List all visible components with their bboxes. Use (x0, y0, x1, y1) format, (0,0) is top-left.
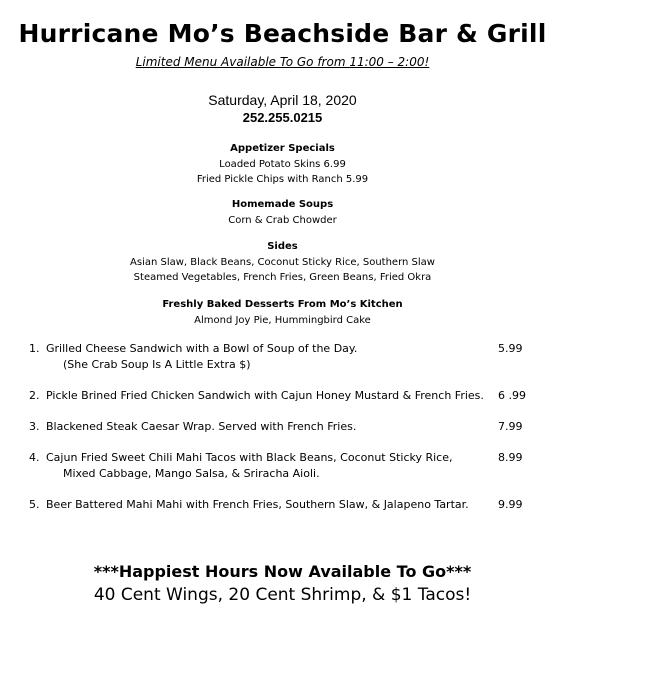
menu-item-number: 5. (29, 498, 40, 511)
menu-date: Saturday, April 18, 2020 (208, 92, 357, 108)
appetizer-specials-heading: Appetizer Specials (230, 143, 335, 154)
menu-item-price: 7.99 (498, 420, 523, 433)
happy-hour-deals: 40 Cent Wings, 20 Cent Shrimp, & $1 Tacos! (93, 585, 472, 605)
menu-item-description-continued: Mixed Cabbage, Mango Salsa, & Sriracha Aioli. (63, 467, 320, 480)
menu-item-number: 3. (29, 420, 40, 433)
sides-line: Steamed Vegetables, French Fries, Green Beans, Fried Okra (133, 272, 432, 283)
menu-item-description: Pickle Brined Fried Chicken Sandwich with Cajun Honey Mustard & French Fries. (46, 389, 484, 402)
menu-item-description: Beer Battered Mahi Mahi with French Fries, Southern Slaw, & Jalapeno Tartar. (46, 498, 469, 511)
homemade-soups-heading: Homemade Soups (231, 199, 334, 210)
happy-hour-heading: ***Happiest Hours Now Available To Go*** (93, 562, 472, 581)
sides-heading: Sides (267, 241, 298, 252)
phone-number: 252.255.0215 (242, 110, 323, 125)
dessert-item: Almond Joy Pie, Hummingbird Cake (194, 314, 371, 326)
menu-item-number: 1. (29, 342, 40, 355)
menu-availability-note: Limited Menu Available To Go from 11:00 – 2:00! (135, 55, 430, 69)
menu-item-number: 2. (29, 389, 40, 402)
menu-item-description: Cajun Fried Sweet Chili Mahi Tacos with Black Beans, Coconut Sticky Rice, (46, 451, 453, 464)
menu-item-price: 6 .99 (498, 389, 526, 402)
sides-section (0, 239, 565, 286)
menu-item-note: (She Crab Soup Is A Little Extra $) (63, 358, 251, 371)
restaurant-title: Hurricane Mo’s Beachside Bar & Grill (18, 19, 547, 48)
appetizer-item: Fried Pickle Chips with Ranch 5.99 (196, 174, 369, 185)
menu-item-price: 9.99 (498, 498, 523, 511)
desserts-heading: Freshly Baked Desserts From Mo’s Kitchen (162, 299, 403, 310)
appetizer-specials-section (0, 141, 565, 188)
menu-item-description: Grilled Cheese Sandwich with a Bowl of Soup of the Day. (46, 342, 358, 355)
appetizer-item: Loaded Potato Skins 6.99 (219, 158, 346, 170)
menu-item-price: 8.99 (498, 451, 523, 464)
menu-item-number: 4. (29, 451, 40, 464)
homemade-soups-section (0, 197, 565, 228)
sides-line: Asian Slaw, Black Beans, Coconut Sticky Rice, Southern Slaw (130, 256, 435, 268)
soup-item: Corn & Crab Chowder (228, 214, 337, 226)
menu-item-price: 5.99 (498, 342, 523, 355)
menu-item-description: Blackened Steak Caesar Wrap. Served with French Fries. (46, 420, 357, 433)
desserts-section (0, 297, 565, 328)
